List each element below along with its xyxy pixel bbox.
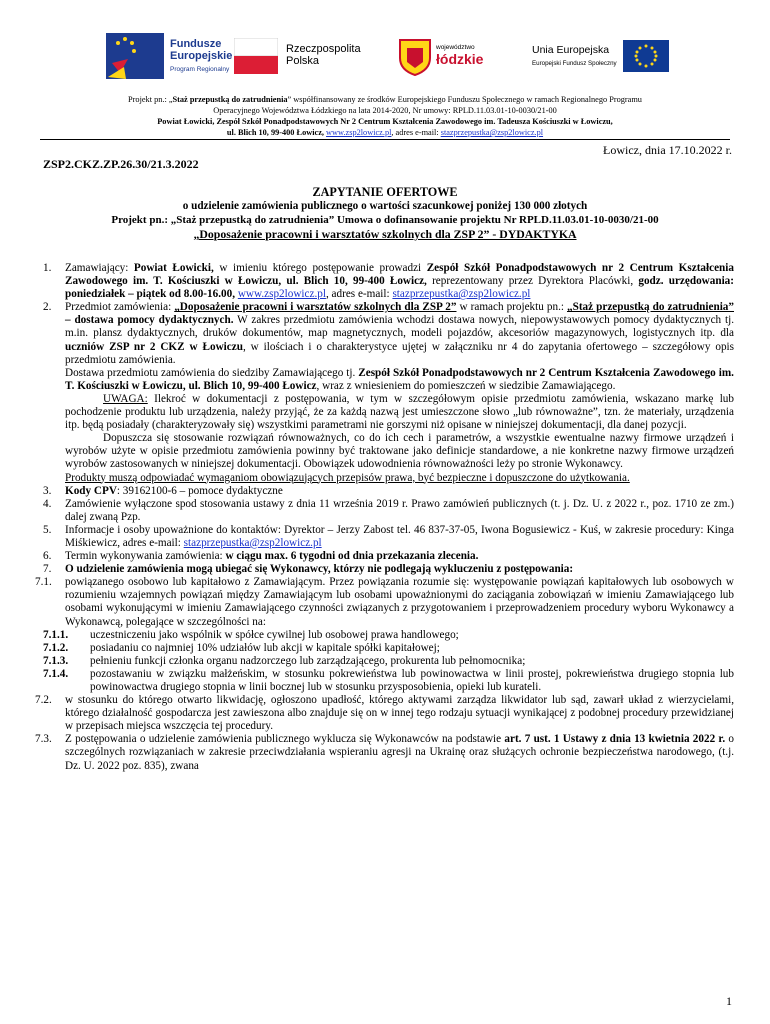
- title-project: Projekt pn.: „Staż przepustką do zatrudnienia” Umowa o dofinansowanie projektu Nr RPLD.11.03.01-10-0030/21-00: [111, 214, 659, 226]
- fe-flag-icon: [106, 33, 164, 79]
- document-date: Łowicz, dnia 17.10.2022 r.: [603, 143, 732, 157]
- lodzkie-logo: [398, 28, 483, 84]
- unia-europejska-logo: [532, 28, 669, 84]
- header-www-link[interactable]: www.zsp2lowicz.pl: [326, 128, 392, 137]
- list-item: 2. Przedmiot zamówienia: „Doposażenie pracowni i warsztatów szkolnych dla ZSP 2” w ramach projektu pn.: „Staż przepustką do zatrudnienia” – dostawa pomocy dydaktycznych. W zakres przedmiotu zamówienia wchodzi dostawa nowych, niepowystawowych pomocy dydaktycznych tj. m.in. plansz dydaktycznych, druków dokumentów, map magnetycznych, modeli pojazdów, akcesoriów magazynowych, logistycznych itp. dla uczniów ZSP nr 2 CKZ w Łowiczu, w ilościach i o charakterystyce ujętej w załączniku nr 4 do zapytania ofertowego – szczegółowy opis przedmiotu zamówienia. Dostawa przedmiotu zamówienia do siedziby Zamawiającego tj. Zespół Szkół Ponadpodstawowych nr 2 Centrum Kształcenia Zawodowego im. T. Kościuszki w Łowiczu, ul. Blich 10, 99-400 Łowicz, wraz z wniesieniem do pomieszczeń w siedzibie Zamawiającego. UWAGA: Ilekroć w dokumentacji z postępowania, w tym w szczegółowym opisie przedmiotu zamówienia, wskazano markę lub pochodzenie produktu lub urządzenia, należy przyjąć, że za każdą nazwą jest umieszczone słowo „lub równoważne”, tzn. że materiały, urządzenia itp. będą posiadały (charakteryzowały się) wszystkimi parametrami nie gorszymi niż opisane w niniejszej dokumentacji, dla danej pozycji. Dopuszcza się stosowanie rozwiązań równoważnych, co do ich cech i parametrów, a wszystkie ewentualne nazwy firmowe urządzeń i wyrobów użyte w opisie przedmiotu zamówienia powinny być traktowane jako definicje standardowe, a nie konkretne nazwy firmowe urządzeń wyrobów zastosowanych w niniejszej dokumentacji. Obowiązek udowodnienia równoważności leży po stronie Wykonawcy. Produkty muszą odpowiadać wymaganiom obowiązujących przepisów prawa, być bezpieczne i dopuszczone do użytkowania.: [43, 301, 735, 484]
- list-item: 7.2. w stosunku do którego otwarto likwidację, ogłoszono upadłość, którego aktywami zarządza likwidator lub sąd, zawarł układ z wierzycielami, którego działalność gospodarcza jest zawieszona albo znajduje się on w innej tego rodzaju sytuacji wynikającej z podobnej procedury przewidzianej w przepisach miejsca wszczęcia tej procedury.: [35, 694, 734, 733]
- list-item: 7. O udzielenie zamówienia mogą ubiegać się Wykonawcy, którzy nie podlegają wykluczeniu z postępowania:: [43, 563, 574, 576]
- list-item: 7.1.1. uczestniczeniu jako wspólnik w spółce cywilnej lub osobowej prawa handlowego;: [43, 628, 459, 641]
- header-line-2: Operacyjnego Województwa Łódzkiego na lata 2014-2020, Nr umowy: RPLD.11.03.01-10-0030/21-00: [213, 106, 557, 115]
- list-item: 1. Zamawiający: Powiat Łowicki, w imieniu którego postępowanie prowadzi Zespół Szkół Ponadpodstawowych nr 2 Centrum Kształcenia Zawodowego im. T. Kościuszki w Łowiczu, ul. Blich 10, 99-400 Łowicz, reprezentowany przez Dyrektora Placówki, godz. urzędowania: poniedziałek – piątek od 8.00-16.00, www.zsp2lowicz.pl, adres e-mail: stazprzepustka@zsp2lowicz.pl: [43, 262, 734, 301]
- header-divider: [40, 139, 730, 140]
- reference-number: ZSP2.CKZ.ZP.26.30/21.3.2022: [43, 157, 199, 171]
- lodzkie-crest-icon: [398, 36, 432, 76]
- header-line-4: ul. Blich 10, 99-400 Łowicz, www.zsp2lowicz.pl, adres e-mail: stazprzepustka@zsp2lowicz.pl: [226, 128, 544, 137]
- lodz-top: województwo: [436, 44, 475, 52]
- rp-line1: Rzeczpospolita: [286, 43, 361, 56]
- list-item: 4. Zamówienie wyłączone spod stosowania ustawy z dnia 11 września 2019 r. Prawo zamówień publicznych (t. j. Dz. U. z 2022 r., poz. 1710 ze zm.) dalej zwaną Pzp.: [43, 497, 734, 523]
- polish-flag-icon: [234, 38, 278, 74]
- rp-line2: Polska: [286, 55, 320, 67]
- ue-sub: Europejski Fundusz Społeczny: [532, 59, 617, 67]
- header-line-1: Projekt pn.: „Staż przepustką do zatrudnienia” współfinansowany ze środków Europejskiego Funduszu Społecznego w ramach Regionalnego Programu: [128, 95, 642, 104]
- fundusze-europejskie-logo: [106, 28, 232, 84]
- list-item: 7.3. Z postępowania o udzielenie zamówienia publicznego wyklucza się Wykonawców na podstawie art. 7 ust. 1 Ustawy z dnia 13 kwietnia 2022 r. o szczególnych rozwiązaniach w zakresie przeciwdziałania wspieraniu agresji na Ukrainę oraz służących ochronie bezpieczeństwa narodowego, (t.j. Dz. U. 2022 poz. 835), zwana: [35, 733, 735, 772]
- body-www-link[interactable]: www.zsp2lowicz.pl: [237, 288, 326, 301]
- rzeczpospolita-logo: [234, 28, 361, 84]
- body-email-link[interactable]: stazprzepustka@zsp2lowicz.pl: [392, 288, 531, 301]
- header-line-3: Powiat Łowicki, Zespół Szkół Ponadpodstawowych Nr 2 Centrum Kształcenia Zawodowego im. Tadeusza Kościuszki w Łowiczu,: [157, 117, 613, 126]
- page-number: 1: [726, 994, 732, 1008]
- list-item: 7.1. powiązanego osobowo lub kapitałowo z Zamawiającym. Przez powiązania rozumie się: występowanie powiązań kapitałowych lub osobowych w rozumieniu wzajemnych powiązań między Zamawiającym lub osobami upoważnionymi do zaciągania zobowiązań w imieniu Zamawiającego lub osobami wykonującymi w imieniu Zamawiającego czynności związanych z przygotowaniem i przeprowadzeniem procedury wyboru Wykonawcy a Wykonawcą, polegające w szczególności na:: [35, 576, 734, 628]
- title-sub: o udzielenie zamówienia publicznego o wartości szacunkowej poniżej 130 000 złotych: [182, 200, 588, 212]
- project-header: [40, 94, 730, 138]
- lodz-name: łódzkie: [436, 51, 484, 68]
- title-main: ZAPYTANIE OFERTOWE: [312, 185, 458, 199]
- title-task: „Doposażenie pracowni i warsztatów szkolnych dla ZSP 2” - DYDAKTYKA: [193, 227, 577, 241]
- logo-strip: [0, 28, 770, 84]
- ue-line1: Unia Europejska: [532, 44, 610, 57]
- fe-line2: Europejskie: [170, 50, 233, 62]
- header-email-link[interactable]: stazprzepustka@zsp2lowicz.pl: [440, 128, 544, 137]
- fe-sub: Program Regionalny: [170, 65, 230, 73]
- contact-email-link[interactable]: stazprzepustka@zsp2lowicz.pl: [183, 536, 322, 549]
- list-item: 7.1.4. pozostawaniu w związku małżeńskim, w stosunku pokrewieństwa lub powinowactwa w linii prostej, pokrewieństwa drugiego stopnia lub powinowactwa drugiego stopnia w linii bocznej lub w stosunku przysposobienia, opieki lub kurateli.: [43, 667, 734, 693]
- list-item: 6. Termin wykonywania zamówienia: w ciągu max. 6 tygodni od dnia przekazania zlecenia.: [43, 550, 479, 563]
- document-body: [35, 262, 735, 773]
- title-block: [40, 185, 730, 241]
- list-item: 5. Informacje i osoby upoważnione do kontaktów: Dyrektor – Jerzy Zabost tel. 46 837-37-05, Iwona Bogusiewicz - Kuś, w zakresie procedury: Kinga Miśkiewicz, adres e-mail: stazprzepustka@zsp2lowicz.pl: [43, 523, 734, 549]
- list-item: 3. Kody CPV: 39162100-6 – pomoce dydaktyczne: [43, 484, 283, 497]
- list-item: 7.1.2. posiadaniu co najmniej 10% udziałów lub akcji w kapitale spółki kapitałowej;: [43, 641, 440, 654]
- fe-line1: Fundusze: [170, 38, 222, 51]
- eu-flag-icon: [623, 40, 669, 72]
- list-item: 7.1.3. pełnieniu funkcji członka organu nadzorczego lub zarządzającego, prokurenta lub pełnomocnika;: [43, 654, 526, 667]
